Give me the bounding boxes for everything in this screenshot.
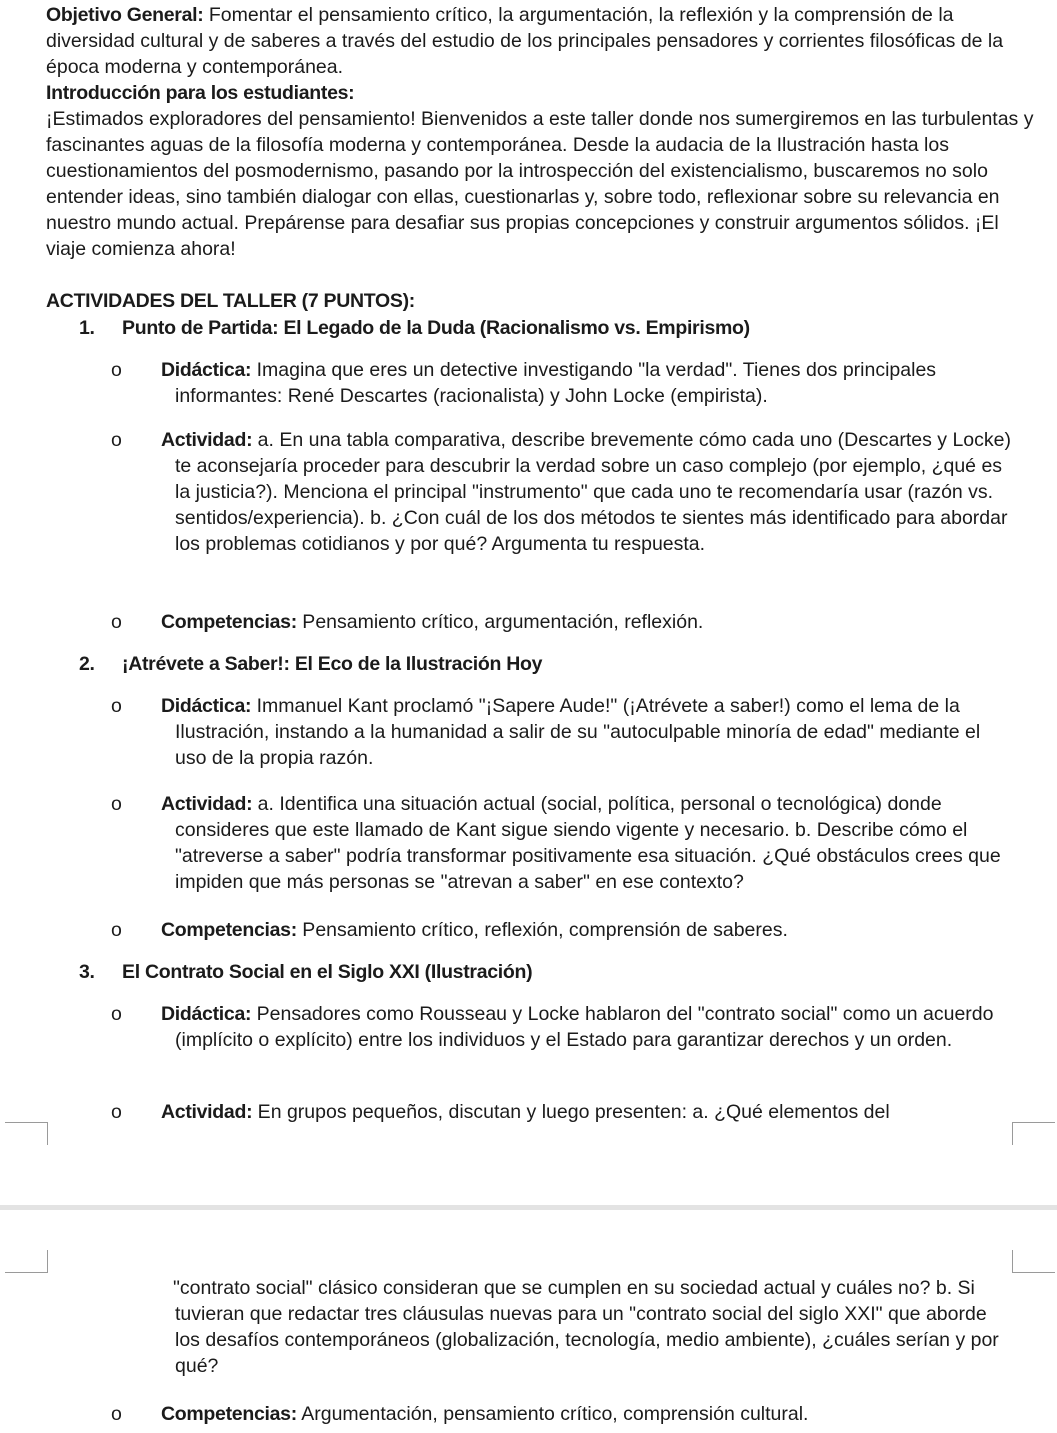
actividad-text: a. Identifica una situación actual (social, política, personal o tecnológica) donde consideres que este llamado de Kant sigue siendo vigente y necesario. b. Describe cómo el "atreverse a saber" podría transformar positivamente esa situación. ¿Qué obstáculos crees que impiden que más personas se "atrevan a saber" en ese contexto? — [175, 793, 1001, 893]
bullet-marker: o — [111, 359, 122, 381]
objective-label: Objetivo General: — [46, 4, 204, 26]
didactica-label: Didáctica: — [161, 359, 252, 381]
objective-text: Fomentar el pensamiento crítico, la argumentación, la reflexión y la comprensión de la diversidad cultural y de saberes a través del estudio de los principales pensadores y corrientes filosóficas de la época moderna y contemporánea. — [46, 4, 1004, 78]
general-objective — [46, 2, 1036, 80]
item-3-title-text: El Contrato Social en el Siglo XXI (Ilustración) — [122, 961, 533, 983]
intro-text: ¡Estimados exploradores del pensamiento! Bienvenidos a este taller donde nos sumergiremos en las turbulentas y fascinantes aguas de la filosofía moderna y contemporánea. Desde la audacia de la Ilustración hasta los cuestionamientos del posmodernismo, pasando por la introspección del existencialismo, buscaremos no solo entender ideas, sino también dialogar con ellas, cuestionarlas y, sobre todo, reflexionar sobre su relevancia en nuestro mundo actual. Prepárense para desafiar sus propias concepciones y construir argumentos sólidos. ¡El viaje comienza ahora! — [46, 108, 1034, 260]
item-1-didactica — [111, 357, 1013, 409]
competencias-label: Competencias: — [161, 611, 297, 633]
didactica-text: Imagina que eres un detective investigando "la verdad". Tienes dos principales informantes: René Descartes (racionalista) y John Locke (empirista). — [175, 359, 937, 407]
item-2-competencias — [111, 917, 1013, 943]
page-corner-mark — [5, 1250, 48, 1273]
item-1-title — [79, 315, 750, 341]
page-2 — [0, 1214, 1057, 1433]
item-2-actividad — [111, 791, 1013, 895]
item-3-competencias — [111, 1401, 1013, 1427]
actividad-label: Actividad: — [161, 429, 253, 451]
competencias-text: Pensamiento crítico, reflexión, comprensión de saberes. — [296, 919, 788, 941]
item-2-didactica — [111, 693, 1013, 771]
item-3-actividad-continued — [143, 1275, 1013, 1379]
didactica-text: Pensadores como Rousseau y Locke hablaron del "contrato social" como un acuerdo (implícito o explícito) entre los individuos y el Estado para garantizar derechos y un orden. — [175, 1003, 994, 1051]
item-1-title-text: Punto de Partida: El Legado de la Duda (Racionalismo vs. Empirismo) — [122, 317, 750, 339]
bullet-marker: o — [111, 1003, 122, 1025]
didactica-text: Immanuel Kant proclamó "¡Sapere Aude!" (¡Atrévete a saber!) como el lema de la Ilustración, instando a la humanidad a salir de su "autoculpable minoría de edad" mediante el uso de la propia razón. — [175, 695, 981, 769]
bullet-marker: o — [111, 1403, 122, 1425]
bullet-marker: o — [111, 793, 122, 815]
bullet-marker: o — [111, 695, 122, 717]
item-3-actividad — [111, 1099, 1013, 1125]
actividad-text: En grupos pequeños, discutan y luego presenten: a. ¿Qué elementos del — [252, 1101, 890, 1123]
competencias-label: Competencias: — [161, 919, 297, 941]
page-corner-mark — [5, 1122, 48, 1145]
actividad-label: Actividad: — [161, 1101, 253, 1123]
item-1-actividad — [111, 427, 1013, 557]
item-2-title-text: ¡Atrévete a Saber!: El Eco de la Ilustración Hoy — [122, 653, 543, 675]
actividad-label: Actividad: — [161, 793, 253, 815]
actividad-continued-text: "contrato social" clásico consideran que se cumplen en su sociedad actual y cuáles no? b. Si tuvieran que redactar tres cláusulas nuevas para un "contrato social del siglo XXI" que aborde los desafíos contemporáneos (globalización, tecnología, medio ambiente), ¿cuáles serían y por qué? — [173, 1277, 999, 1377]
bullet-marker: o — [111, 429, 122, 451]
item-3-didactica — [111, 1001, 1013, 1053]
item-2-number: 2. — [79, 653, 95, 675]
item-3-title — [79, 959, 532, 985]
actividad-text: a. En una tabla comparativa, describe brevemente cómo cada uno (Descartes y Locke) te aconsejaría proceder para descubrir la verdad sobre un caso complejo (por ejemplo, ¿qué es la justicia?). Menciona el principal "instrumento" que cada uno te recomendaría usar (razón vs. sentidos/experiencia). b. ¿Con cuál de los dos métodos te sientes más identificado para abordar los problemas cotidianos y por qué? Argumenta tu respuesta. — [175, 429, 1011, 555]
item-1-competencias — [111, 609, 1013, 635]
page-corner-mark — [1012, 1122, 1055, 1145]
bullet-marker: o — [111, 611, 122, 633]
competencias-text: Argumentación, pensamiento crítico, comprensión cultural. — [296, 1403, 809, 1425]
page-break — [0, 1180, 1057, 1214]
activities-heading: ACTIVIDADES DEL TALLER (7 PUNTOS): — [46, 290, 415, 312]
didactica-label: Didáctica: — [161, 1003, 252, 1025]
item-3-number: 3. — [79, 961, 95, 983]
item-1-number: 1. — [79, 317, 95, 339]
bullet-marker: o — [111, 919, 122, 941]
competencias-text: Pensamiento crítico, argumentación, reflexión. — [296, 611, 704, 633]
intro-heading: Introducción para los estudiantes: — [46, 82, 355, 104]
didactica-label: Didáctica: — [161, 695, 252, 717]
competencias-label: Competencias: — [161, 1403, 297, 1425]
page-corner-mark — [1012, 1250, 1055, 1273]
bullet-marker: o — [111, 1101, 122, 1123]
item-2-title — [79, 651, 542, 677]
